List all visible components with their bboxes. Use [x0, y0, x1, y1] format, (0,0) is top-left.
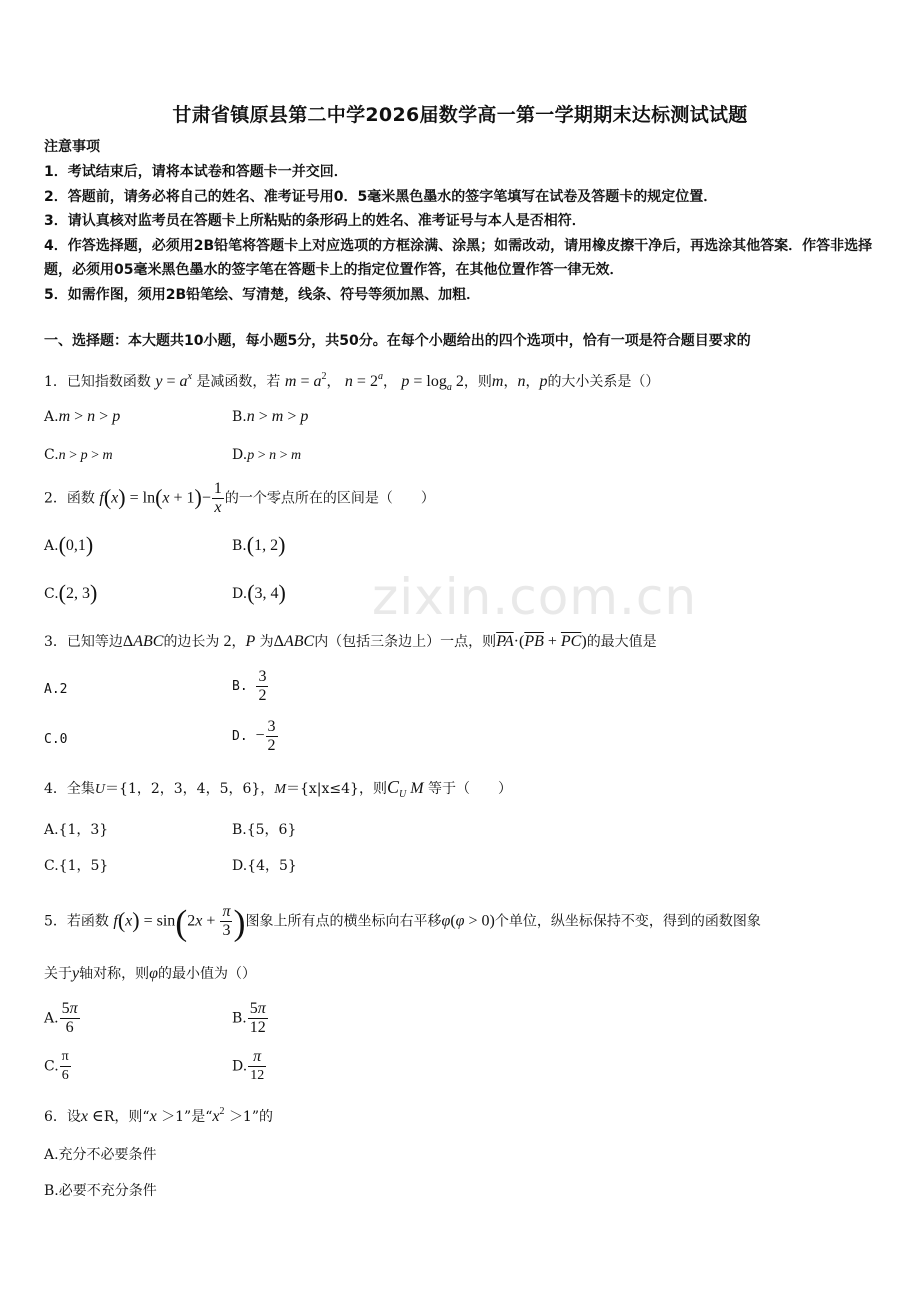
question-1: 1．已知指数函数 $y = a^x$ 是减函数，若 $m = a^2$， $n = 2^a$， $p = \log_a 2$，则m，n，p的大小关系是（） [44, 371, 660, 393]
option-6a[interactable]: A.充分不必要条件 [44, 1147, 157, 1163]
option-2d[interactable]: D.(3, 4) [232, 580, 286, 605]
option-4a[interactable]: A.{1，3} [44, 822, 109, 838]
option-4c[interactable]: C.{1，5} [44, 858, 109, 874]
watermark: zixin.com.cn [372, 568, 698, 626]
option-6b[interactable]: B.必要不充分条件 [44, 1183, 157, 1199]
option-2a[interactable]: A.(0,1) [44, 532, 94, 557]
question-6: 6．设x ∈R，则“x ＞1”是“$x^2 >1$”的 [44, 1106, 274, 1125]
option-5b[interactable]: B. $\frac{5\pi}{12}$ [232, 1000, 266, 1036]
question-2: 2．函数 f(x) = ln(x + 1)− $\frac{1}{x}$ 的一个零点所在的区间是（ ） [44, 480, 435, 516]
question-4: 4．全集U＝{1，2，3，4，5，6}，M＝{x|x≤4}，则$C_U$ M 等于（ ） [44, 777, 512, 800]
question-5: 5．若函数 f(x) = sin(2x + $\frac{\pi}{3}$ )图象上所有点的横坐标向右平移φ(φ > 0)个单位，纵坐标保持不变，得到的函数图象 [44, 902, 761, 943]
notice-list [44, 160, 880, 307]
notice-item: 4．作答选择题，必须用2B铅笔将答题卡上对应选项的方框涂满、涂黑；如需改动，请用橡皮擦干净后，再选涂其他答案．作答非选择题，必须用05毫米黑色墨水的签字笔在答题卡上的指定位置作答，在其他位置作答一律无效． [44, 237, 873, 278]
option-1c[interactable]: C.n > p > m [44, 447, 113, 463]
option-1b[interactable]: B.n > m > p [232, 408, 309, 425]
notice-item: 1．考试结束后，请将本试卷和答题卡一并交回． [44, 164, 348, 180]
option-2c[interactable]: C.(2, 3) [44, 580, 98, 605]
option-1d[interactable]: D.p > n > m [232, 447, 302, 463]
option-5c[interactable]: C. $\frac{\pi}{6}$ [44, 1049, 69, 1083]
notice-heading: 注意事项 [44, 139, 100, 155]
question-5-line2: 关于y轴对称，则φ的最小值为（） [44, 965, 256, 982]
option-3d[interactable]: D. − $\frac{3}{2}$ [232, 718, 276, 754]
option-3a[interactable]: A.2 [44, 682, 68, 697]
option-2b[interactable]: B.(1, 2) [232, 532, 286, 557]
page-title: 甘肃省镇原县第二中学2026届数学高一第一学期期末达标测试试题 [172, 104, 748, 126]
question-3: 3．已知等边ΔABC的边长为 2，P 为ΔABC内（包括三条边上）一点，则$\overline{PA}\cdot(\overline{PB} + \overline{PC})$的最大值是 [44, 633, 657, 650]
option-3c[interactable]: C.0 [44, 732, 68, 747]
notice-item: 5．如需作图，须用2B铅笔绘、写清楚，线条、符号等须加黑、加粗． [44, 286, 481, 303]
section-heading: 一、选择题：本大题共10小题，每小题5分，共50分。在每个小题给出的四个选项中，恰有一项是符合题目要求的 [44, 333, 751, 349]
option-5a[interactable]: A. $\frac{5\pi}{6}$ [44, 1000, 78, 1036]
option-4d[interactable]: D.{4，5} [232, 858, 297, 874]
option-3b[interactable]: B. $\frac{3}{2}$ [232, 668, 267, 704]
notice-item: 3．请认真核对监考员在答题卡上所粘贴的条形码上的姓名、准考证号与本人是否相符． [44, 213, 586, 229]
notice-item: 2．答题前，请务必将自己的姓名、准考证号用0．5毫米黑色墨水的签字笔填写在试卷及答题卡的规定位置． [44, 188, 718, 205]
option-1a[interactable]: A.m > n > p [44, 408, 121, 425]
option-4b[interactable]: B.{5，6} [232, 822, 297, 838]
option-5d[interactable]: D. $\frac{\pi}{12}$ [232, 1048, 265, 1083]
